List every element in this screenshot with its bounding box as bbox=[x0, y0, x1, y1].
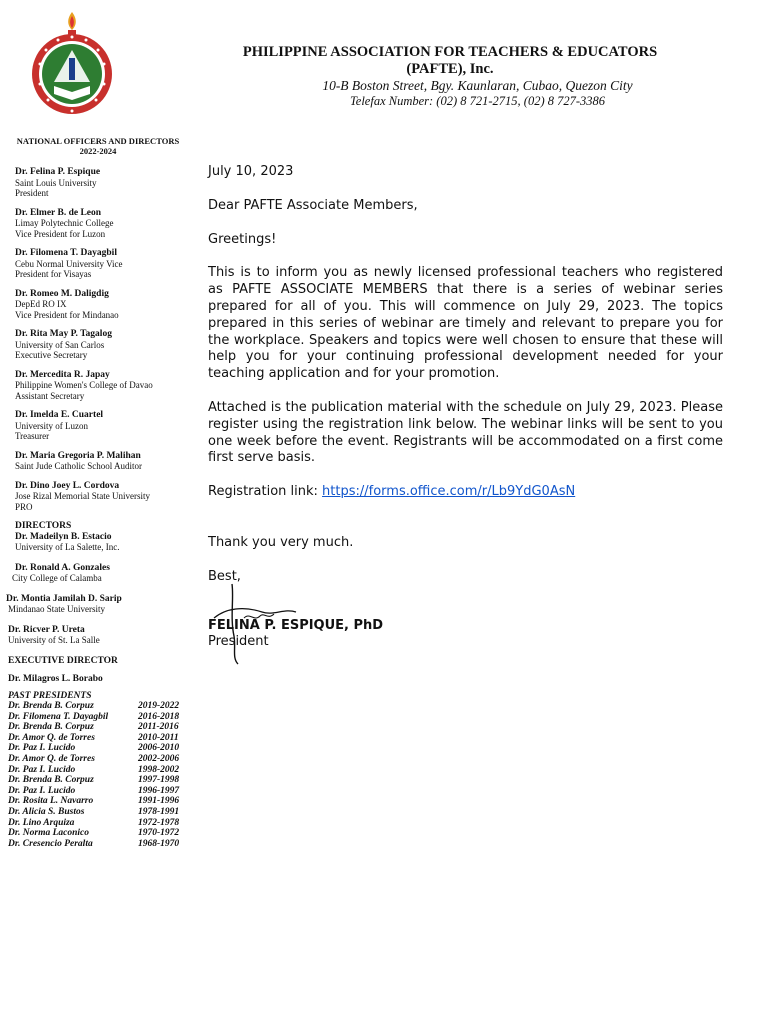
past-president-name: Dr. Norma Laconico bbox=[8, 828, 90, 839]
director-name: Dr. Ronald A. Gonzales bbox=[15, 562, 110, 573]
past-president-row bbox=[8, 818, 200, 829]
letter-body bbox=[208, 164, 723, 651]
officer-affiliation: Cebu Normal University Vice bbox=[15, 258, 123, 269]
executive-director-name: Dr. Milagros L. Borabo bbox=[8, 674, 103, 684]
officers-sidebar bbox=[0, 136, 200, 849]
officer-name: Dr. Filomena T. Dayagbil bbox=[15, 248, 117, 258]
officer-affiliation: Saint Jude Catholic School Auditor bbox=[15, 461, 142, 471]
past-president-row bbox=[8, 796, 200, 807]
past-president-name: Dr. Filomena T. Dayagbil bbox=[8, 711, 109, 722]
past-president-row bbox=[8, 828, 200, 839]
officer-entry bbox=[15, 329, 200, 361]
officer-affiliation: DepEd RO IX bbox=[15, 299, 67, 309]
past-president-row bbox=[8, 722, 200, 733]
past-presidents-list bbox=[0, 701, 200, 849]
past-president-years: 1978-1991 bbox=[138, 806, 180, 817]
handwritten-signature bbox=[204, 578, 314, 668]
past-president-years: 2016-2018 bbox=[138, 711, 180, 722]
officer-position: Executive Secretary bbox=[15, 350, 88, 360]
past-president-years: 1968-1970 bbox=[138, 838, 180, 849]
officer-name: Dr. Rita May P. Tagalog bbox=[15, 329, 112, 339]
past-president-name: Dr. Paz I. Lucido bbox=[8, 743, 76, 754]
letter-date: July 10, 2023 bbox=[208, 164, 294, 179]
officer-affiliation: Saint Louis University bbox=[15, 177, 97, 188]
officer-list bbox=[0, 167, 200, 512]
director-entry bbox=[8, 625, 200, 646]
past-president-row bbox=[8, 839, 200, 850]
registration-line bbox=[208, 484, 723, 501]
registration-link[interactable]: https://forms.office.com/r/Lb9YdG0AsN bbox=[322, 484, 576, 500]
letter-paragraph-1: This is to inform you as newly licensed professional teachers who registered as PAFTE ASSOCIATE MEMBERS that there is a series of webinar series prepared for all of you. This will commence on July 29, 2023. The topics prepared in this series of webinar are timely and relevant to prepare you for the workplace. Speakers and topics were well chosen to ensure that these will help you for your continuing professional development needed for your teaching application and for your promotion. bbox=[208, 265, 723, 382]
officer-affiliation: Jose Rizal Memorial State University bbox=[15, 491, 150, 501]
director-entry bbox=[12, 562, 200, 584]
letter-thanks: Thank you very much. bbox=[208, 534, 354, 550]
officer-name: Dr. Elmer B. de Leon bbox=[15, 207, 102, 218]
officer-affiliation: University of Luzon bbox=[15, 420, 88, 431]
sidebar-heading bbox=[0, 136, 196, 156]
past-president-years: 1991-1996 bbox=[138, 796, 180, 807]
officer-position: Assistant Secretary bbox=[15, 390, 85, 401]
past-president-years: 2010-2011 bbox=[138, 732, 179, 743]
director-affiliation: City College of Calamba bbox=[12, 573, 102, 583]
officer-affiliation: Limay Polytechnic College bbox=[15, 218, 114, 228]
past-president-name: Dr. Rosita L. Navarro bbox=[8, 796, 94, 807]
officer-entry bbox=[15, 289, 200, 321]
letter-salutation: Dear PAFTE Associate Members, bbox=[208, 197, 418, 213]
officer-entry bbox=[15, 451, 200, 472]
pafte-logo-seal bbox=[24, 8, 120, 120]
executive-director-title: EXECUTIVE DIRECTOR bbox=[8, 655, 118, 666]
past-president-years: 2011-2016 bbox=[138, 722, 179, 733]
letter-greeting: Greetings! bbox=[208, 231, 277, 247]
past-president-row bbox=[8, 733, 200, 744]
director-entry bbox=[15, 532, 200, 553]
past-president-name: Dr. Amor Q. de Torres bbox=[8, 753, 95, 764]
signer-name: FELINA P. ESPIQUE, PhD bbox=[208, 617, 384, 633]
letter-paragraph-2: Attached is the publication material with the schedule on July 29, 2023. Please register using the registration link below. The webinar links will be sent to you one week before the event. Registrants will be accommodated on a first come first serve basis. bbox=[208, 399, 723, 466]
past-president-name: Dr. Brenda B. Corpuz bbox=[8, 775, 94, 786]
officer-name: Dr. Maria Gregoria P. Malihan bbox=[15, 450, 141, 461]
officer-name: Dr. Dino Joey L. Cordova bbox=[15, 480, 120, 491]
officer-entry bbox=[15, 481, 200, 513]
past-president-row bbox=[8, 807, 200, 818]
letterhead bbox=[230, 44, 670, 109]
officer-position: Treasurer bbox=[15, 431, 50, 441]
officer-name: Dr. Mercedita R. Japay bbox=[15, 369, 110, 380]
officer-name: Dr. Felina P. Espique bbox=[15, 167, 101, 177]
past-president-years: 2006-2010 bbox=[138, 743, 180, 754]
officer-position: President bbox=[15, 188, 49, 198]
past-president-name: Dr. Lino Arquiza bbox=[8, 817, 75, 828]
past-president-name: Dr. Amor Q. de Torres bbox=[8, 732, 95, 743]
past-president-name: Dr. Cresencio Peralta bbox=[8, 838, 93, 849]
org-name-line2: (PAFTE), Inc. bbox=[406, 61, 494, 77]
past-president-name: Dr. Alicia S. Bustos bbox=[8, 806, 85, 817]
director-affiliation: University of La Salette, Inc. bbox=[15, 542, 120, 552]
past-president-row bbox=[8, 743, 200, 754]
org-name-line1: PHILIPPINE ASSOCIATION FOR TEACHERS & EDUCATORS bbox=[242, 44, 658, 60]
director-affiliation: Mindanao State University bbox=[8, 604, 105, 614]
officer-entry bbox=[15, 208, 200, 240]
past-president-years: 1997-1998 bbox=[138, 775, 180, 786]
past-presidents-title: PAST PRESIDENTS bbox=[8, 690, 92, 701]
registration-label: Registration link: bbox=[208, 484, 323, 500]
past-president-name: Dr. Paz I. Lucido bbox=[8, 764, 76, 775]
past-president-name: Dr. Brenda B. Corpuz bbox=[8, 722, 94, 733]
officer-position: PRO bbox=[15, 501, 33, 512]
past-president-years: 1998-2002 bbox=[138, 764, 180, 775]
officer-affiliation: University of San Carlos bbox=[15, 339, 105, 350]
sidebar-heading-title: NATIONAL OFFICERS AND DIRECTORS bbox=[16, 136, 180, 146]
past-president-years: 2002-2006 bbox=[138, 753, 180, 764]
letter-closing: Best, bbox=[208, 568, 241, 584]
officer-position: President for Visayas bbox=[15, 269, 92, 279]
past-president-years: 2019-2022 bbox=[138, 701, 180, 711]
past-president-years: 1972-1978 bbox=[138, 817, 180, 828]
director-name: Dr. Montia Jamilah D. Sarip bbox=[6, 593, 122, 604]
officer-entry bbox=[15, 167, 200, 199]
officer-position: Vice President for Mindanao bbox=[15, 309, 119, 320]
officer-name: Dr. Imelda E. Cuartel bbox=[15, 410, 104, 420]
past-president-name: Dr. Brenda B. Corpuz bbox=[8, 701, 94, 711]
director-affiliation: University of St. La Salle bbox=[8, 635, 100, 645]
organization-phone: Telefax Number: (02) 8 721-2715, (02) 8 727-3386 bbox=[349, 94, 606, 108]
officer-entry bbox=[15, 370, 200, 402]
officer-affiliation: Philippine Women's College of Davao bbox=[15, 380, 153, 390]
director-name: Dr. Madeilyn B. Estacio bbox=[15, 531, 112, 542]
past-president-name: Dr. Paz I. Lucido bbox=[8, 785, 76, 796]
past-president-row bbox=[8, 701, 200, 712]
past-president-row bbox=[8, 712, 200, 723]
organization-name bbox=[230, 44, 670, 78]
officer-position: Vice President for Luzon bbox=[15, 228, 106, 239]
directors-list bbox=[0, 521, 200, 646]
past-president-years: 1996-1997 bbox=[138, 785, 180, 796]
past-president-row bbox=[8, 786, 200, 797]
past-president-row bbox=[8, 765, 200, 776]
signer-title: President bbox=[208, 634, 269, 650]
director-entry bbox=[6, 594, 200, 615]
officer-entry bbox=[15, 248, 200, 280]
organization-address: 10-B Boston Street, Bgy. Kaunlaran, Cubao, Quezon City bbox=[322, 78, 633, 93]
officer-name: Dr. Romeo M. Daligdig bbox=[15, 288, 109, 299]
officer-entry bbox=[15, 410, 200, 442]
directors-title: DIRECTORS bbox=[15, 521, 72, 531]
sidebar-heading-term: 2022-2024 bbox=[79, 146, 117, 156]
past-president-row bbox=[8, 754, 200, 765]
director-name: Dr. Ricver P. Ureta bbox=[8, 624, 85, 635]
past-president-years: 1970-1972 bbox=[138, 828, 180, 839]
past-president-row bbox=[8, 775, 200, 786]
